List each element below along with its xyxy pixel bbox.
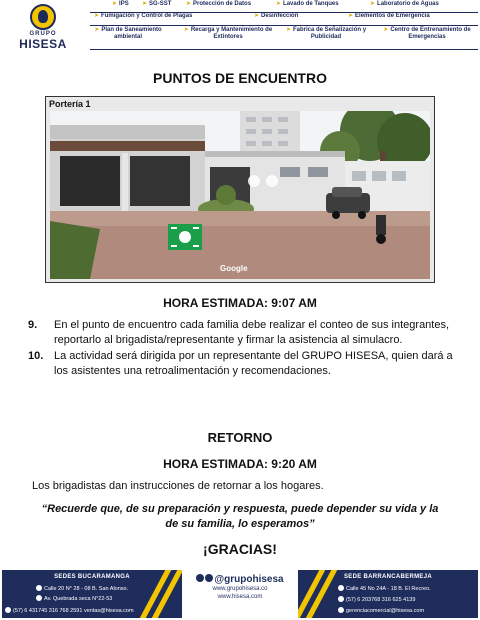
arrow-icon: ➤ xyxy=(370,1,376,7)
meeting-point-photo-frame xyxy=(45,96,435,283)
street-view-illustration xyxy=(50,111,430,279)
website-link[interactable]: www.grupohisesa.co xyxy=(212,586,268,592)
closing-quote: “Recuerde que, de su preparación y respuesta, puede depender su vida y la de su familia, lo esperamos” xyxy=(41,503,439,530)
footer-address: Av. Quebrada seca N°22-53 xyxy=(36,595,112,602)
arrow-icon: ➤ xyxy=(94,13,100,19)
page-header xyxy=(0,0,480,54)
thanks-heading: ¡GRACIAS! xyxy=(203,541,277,557)
photo-label: Portería 1 xyxy=(49,99,91,109)
logo-text-grupo: GRUPO xyxy=(29,31,57,37)
estimated-time-2: HORA ESTIMADA: 9:20 AM xyxy=(163,457,317,471)
estimated-time-1: HORA ESTIMADA: 9:07 AM xyxy=(163,296,317,310)
step-text: La actividad será dirigida por un representante del GRUPO HISESA, quien dará a los asistentes una retroalimentación y recomendaciones. xyxy=(54,350,453,377)
phone-icon xyxy=(5,607,11,613)
return-instructions: Los brigadistas dan instrucciones de retornar a los hogares. xyxy=(32,480,324,492)
arrow-icon: ➤ xyxy=(183,27,189,33)
footer-social xyxy=(184,570,296,618)
service-item: ➤ Plan de Saneamiento ambiental xyxy=(94,27,162,40)
facebook-icon xyxy=(205,574,213,582)
list-item xyxy=(28,349,458,379)
arrow-icon: ➤ xyxy=(276,1,282,7)
logo-emblem-icon xyxy=(30,4,56,30)
street-view-photo xyxy=(50,111,430,279)
service-item: ➤ SG-SST xyxy=(142,1,172,7)
phone-icon xyxy=(338,596,344,602)
hisesa-logo xyxy=(6,4,80,50)
step-number: 10. xyxy=(28,350,44,362)
arrow-icon: ➤ xyxy=(186,1,192,7)
footer-address: Calle 45 No 24A - 18 B. El Recreo. xyxy=(338,585,431,592)
arrow-icon: ➤ xyxy=(383,27,389,33)
services-row-2 xyxy=(90,13,478,25)
step-text: En el punto de encuentro cada familia debe realizar el conteo de sus integrantes, reportarlo al brigadista/representante y firmar la asistencia al simulacro. xyxy=(54,319,450,346)
arrow-icon: ➤ xyxy=(254,13,260,19)
email-icon xyxy=(338,607,344,613)
service-item: ➤ Recarga y Mantenimiento de Extintores xyxy=(183,27,273,40)
services-row-3 xyxy=(90,26,478,50)
service-item: ➤ Desinfección xyxy=(254,13,299,19)
service-item: ➤ Laboratorio de Aguas xyxy=(370,1,439,7)
arrow-icon: ➤ xyxy=(112,1,118,7)
page-title: PUNTOS DE ENCUENTRO xyxy=(153,70,327,86)
return-heading: RETORNO xyxy=(207,430,273,445)
arrow-icon: ➤ xyxy=(142,1,148,7)
footer-phones: (57) 6 203768 316 625 4139 xyxy=(338,596,415,603)
footer-barrancabermeja xyxy=(298,570,478,618)
service-item: ➤ Elementos de Emergencia xyxy=(348,13,430,19)
services-list xyxy=(90,0,478,54)
arrow-icon: ➤ xyxy=(348,13,354,19)
website-link[interactable]: www.hisesa.com xyxy=(217,594,263,600)
location-pin-icon xyxy=(338,585,344,591)
header-divider xyxy=(90,49,478,50)
service-item: ➤ Protección de Datos xyxy=(186,1,252,7)
service-item: ➤ IPS xyxy=(112,1,129,7)
location-pin-icon xyxy=(36,595,42,601)
service-item: ➤ Fabrica de Señalización y Publicidad xyxy=(285,27,367,40)
logo-text-hisesa: HISESA xyxy=(19,37,67,51)
service-item: ➤ Centro de Entrenamiento de Emergencias xyxy=(383,27,471,40)
arrow-icon: ➤ xyxy=(94,27,100,33)
footer-address: Calle 20 N° 28 - 08 B. San Alonso. xyxy=(36,585,128,592)
list-item xyxy=(28,318,458,348)
social-handle[interactable]: @grupohisesa xyxy=(184,574,296,585)
footer-title: SEDE BARRANCABERMEJA xyxy=(343,574,432,580)
footer-contact: (57) 6 431745 316 768 2591 ventas@hisesa.com xyxy=(5,607,134,614)
steps-list xyxy=(28,318,458,380)
location-pin-icon xyxy=(36,585,42,591)
step-number: 9. xyxy=(28,319,38,331)
footer-title: SEDES BUCARAMANGA xyxy=(54,574,130,580)
footer-bucaramanga xyxy=(2,570,182,618)
google-watermark: Google xyxy=(220,264,248,273)
footer-email: gerenciacomercial@hisesa.com xyxy=(338,607,424,614)
page-footer xyxy=(0,568,480,620)
service-item: ➤ Fumigación y Control de Plagas xyxy=(94,13,193,19)
service-item: ➤ Lavado de Tanques xyxy=(276,1,339,7)
instagram-icon xyxy=(196,574,204,582)
arrow-icon: ➤ xyxy=(285,27,291,33)
